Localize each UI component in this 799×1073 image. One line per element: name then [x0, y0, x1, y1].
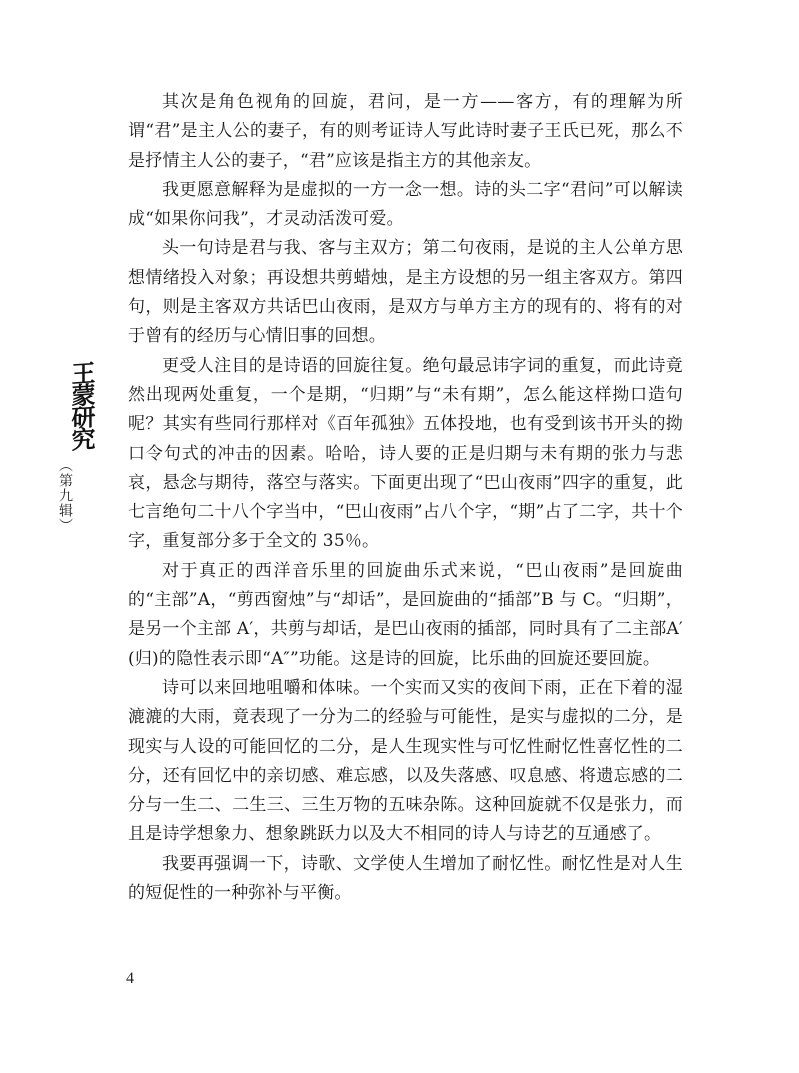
paragraph: 诗可以来回地咀嚼和体味。一个实而又实的夜间下雨，正在下着的湿漉漉的大雨，竟表现了一分为二的经验与可能性，是实与虚拟的二分，是现实与人设的可能回忆的二分，是人生现实性与可忆性耐忆性喜忆性的二分，还有回忆中的亲切感、难忘感，以及失落感、叹息感、将遗忘感的二分与一生二、二生三、三生万物的五味杂陈。这种回旋就不仅是张力，而且是诗学想象力、想象跳跃力以及大不相同的诗人与诗艺的互通感了。 [128, 677, 683, 845]
paragraph: 其次是角色视角的回旋，君问，是一方——客方，有的理解为所谓“君”是主人公的妻子，有的则考证诗人写此诗时妻子王氏已死，那么不是抒情主人公的妻子，“君”应该是指主方的其他亲友。 [128, 92, 683, 171]
page-number: 4 [126, 970, 134, 987]
issue-label: （第九辑） [57, 458, 73, 533]
paragraph: 我更愿意解释为是虚拟的一方一念一想。诗的头二字“君问”可以解读成“如果你问我”，才灵动活泼可爱。 [128, 179, 683, 230]
paragraph: 对于真正的西洋音乐里的回旋曲乐式来说，“巴山夜雨”是回旋曲的“主部”A，“剪西窗烛”与“却话”，是回旋曲的“插部”B 与 C。“归期”，是另一个主部 A′，共剪与却话，是巴山夜雨的插部，同时具有了二主部A′(归)的隐性表示即“A″”功能。这是诗的回旋，比乐曲的回旋还要回旋。 [128, 560, 683, 669]
paragraph: 头一句诗是君与我、客与主双方；第二句夜雨，是说的主人公单方思想情绪投入对象；再设想共剪蜡烛，是主方设想的另一组主客双方。第四句，则是主客双方共话巴山夜雨，是双方与单方主方的现有的、将有的对于曾有的经历与心情旧事的回想。 [128, 238, 683, 347]
paragraph: 更受人注目的是诗语的回旋往复。绝句最忌讳字词的重复，而此诗竟然出现两处重复，一个是期，“归期”与“未有期”，怎么能这样拗口造句呢？其实有些同行那样对《百年孤独》五体投地，也有受到该书开头的拗口令句式的冲击的因素。哈哈，诗人要的正是归期与未有期的张力与悲哀，悬念与期待，落空与落实。下面更出现了“巴山夜雨”四字的重复，此七言绝句二十八个字当中，“巴山夜雨”占八个字，“期”占了二字，共十个字，重复部分多于全文的 35％。 [128, 355, 683, 552]
side-logo: 王蒙研究 [67, 359, 96, 450]
paragraph: 我要再强调一下，诗歌、文学使人生增加了耐忆性。耐忆性是对人生的短促性的一种弥补与平衡。 [128, 853, 683, 904]
text-body [128, 88, 683, 908]
